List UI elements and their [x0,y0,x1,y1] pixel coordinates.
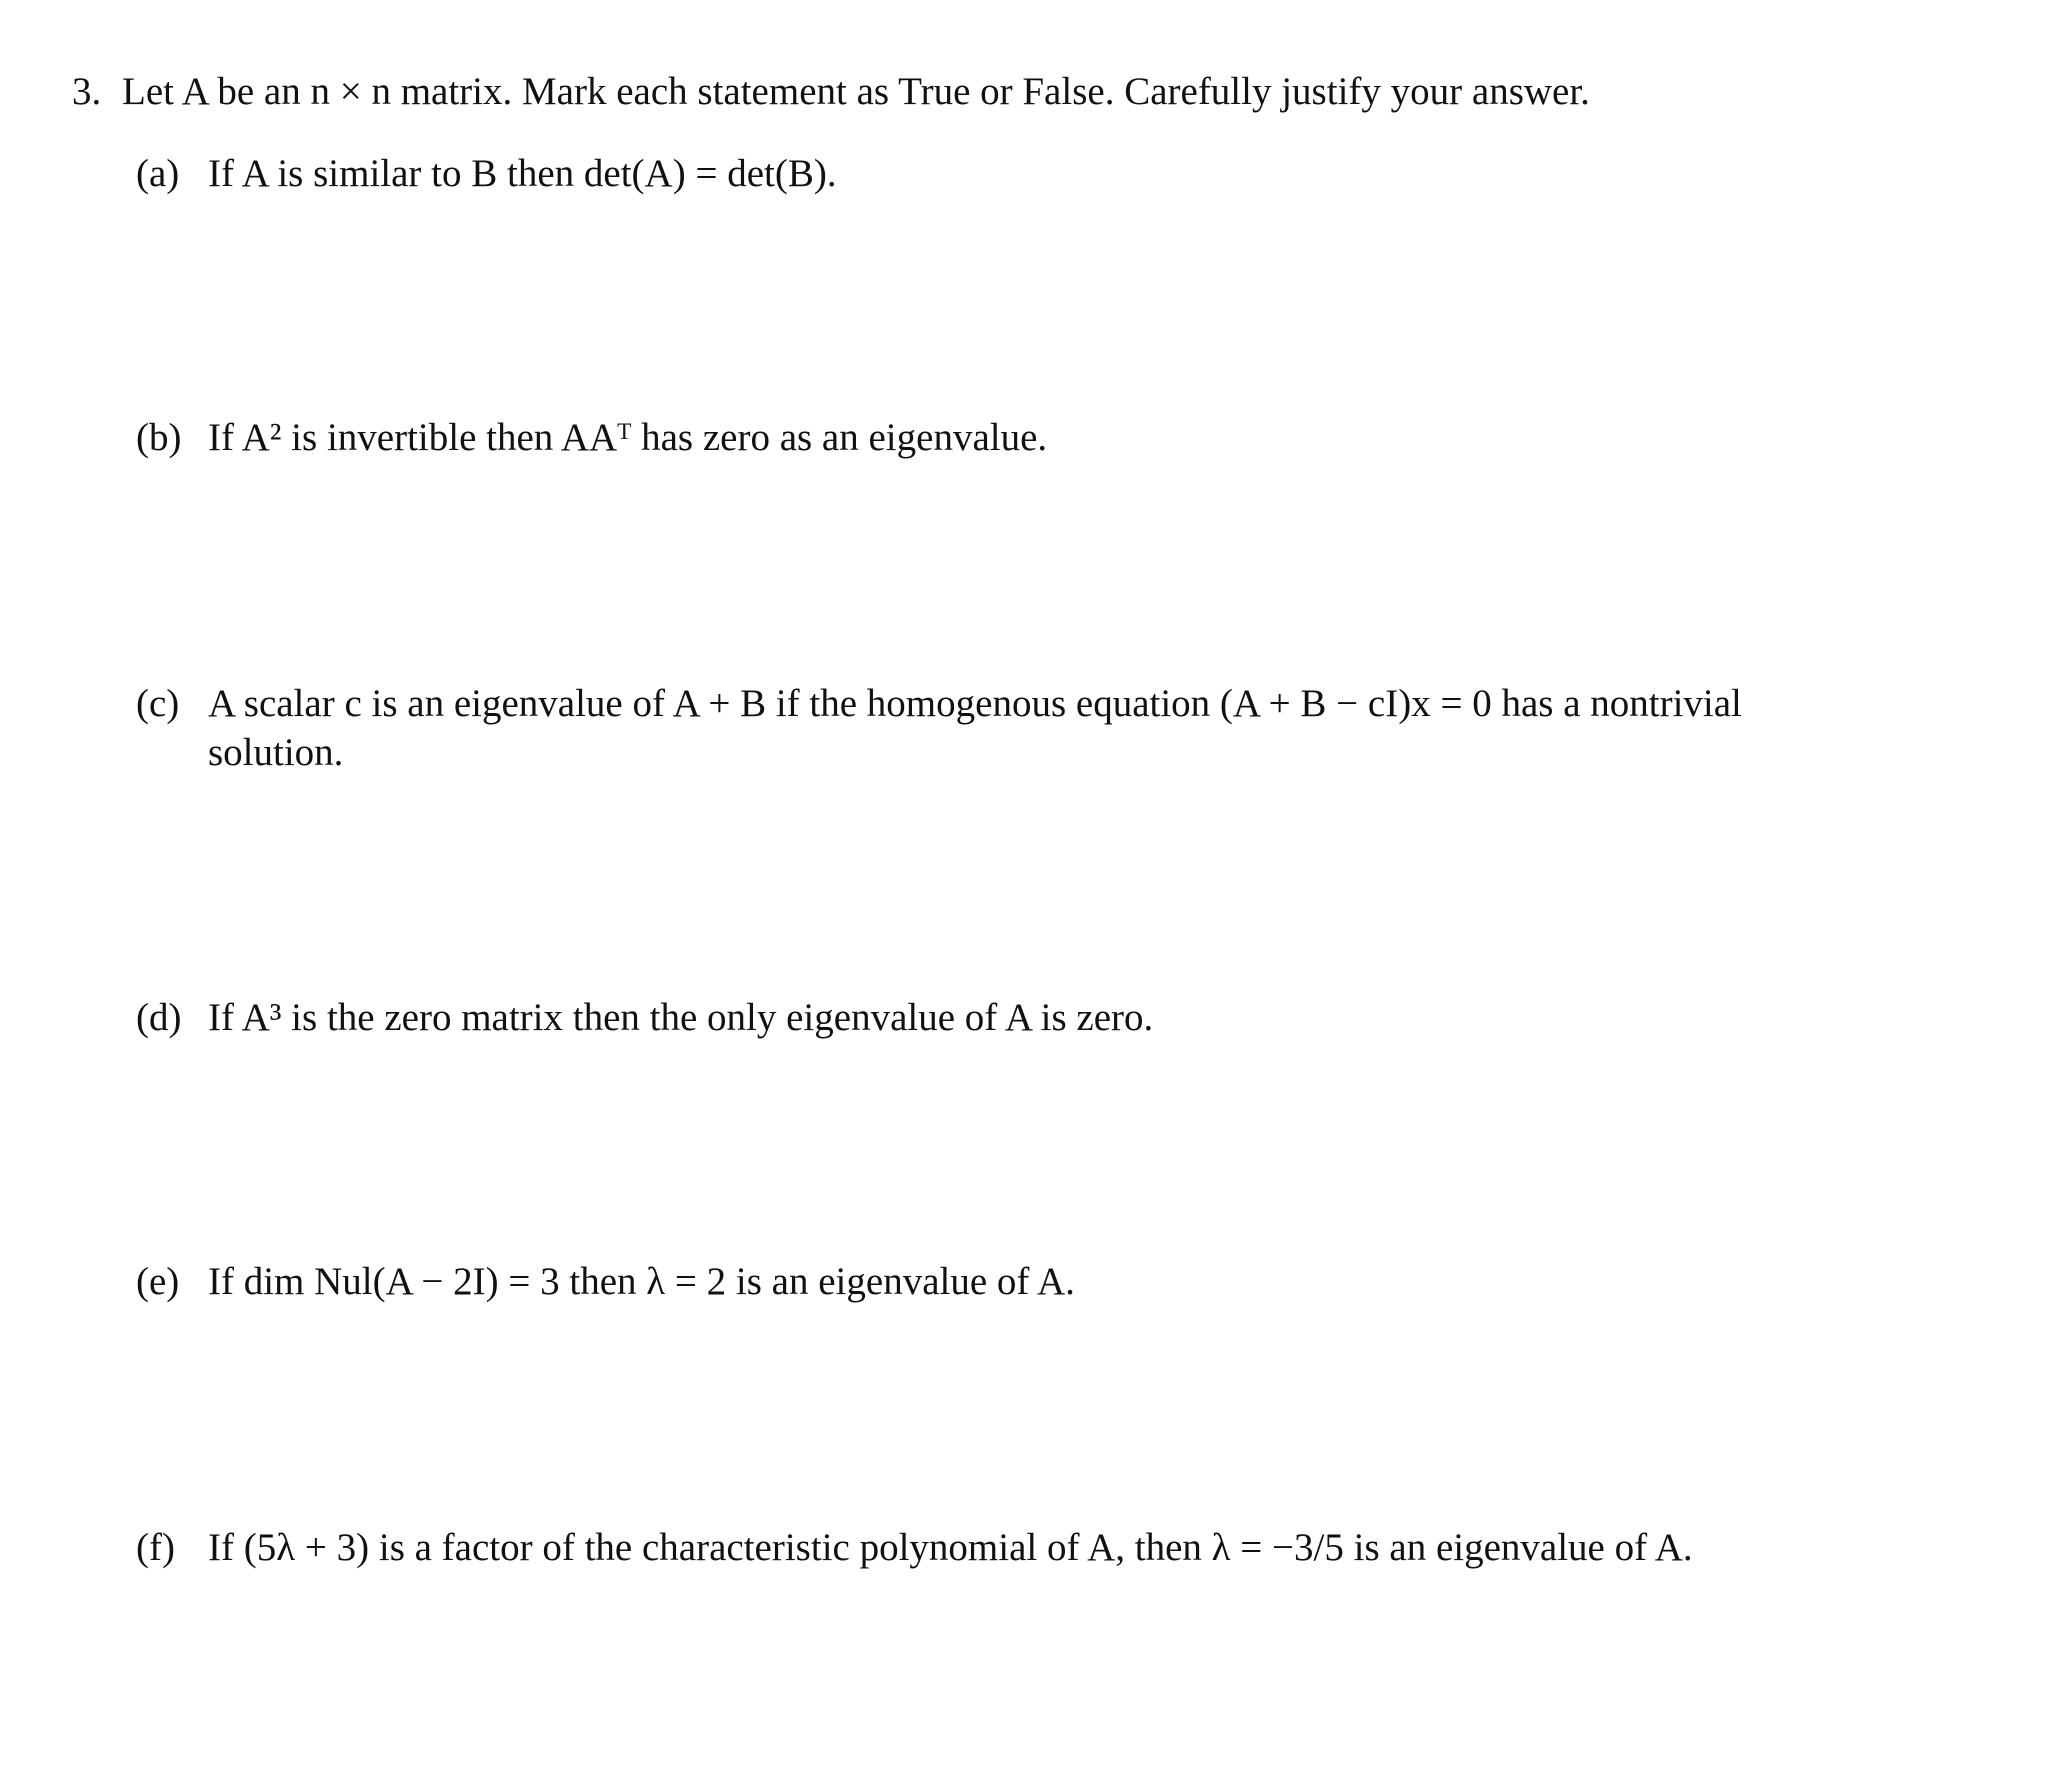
part-f [136,1524,1693,1573]
problem-intro: Let A be an n × n matrix. Mark each statement as True or False. Carefully justify your answer. [122,70,1590,113]
part-a-statement: If A is similar to B then det(A) = det(B). [208,152,837,195]
part-b-statement: If A² is invertible then AAᵀ has zero as an eigenvalue. [208,416,1048,459]
part-c-statement: A scalar c is an eigenvalue of A + B if the homogenous equation (A + B − cI)x = 0 has a nontrivial [208,682,1742,725]
problem-header [72,68,1590,117]
problem-number: 3. [72,70,102,113]
part-a-label: (a) [136,152,180,195]
part-e-statement: If dim Nul(A − 2I) = 3 then λ = 2 is an eigenvalue of A. [208,1260,1075,1303]
part-d-label: (d) [136,996,182,1039]
part-e [136,1258,1075,1307]
part-e-label: (e) [136,1260,180,1303]
part-d-statement: If A³ is the zero matrix then the only eigenvalue of A is zero. [208,996,1154,1039]
part-c [136,680,1742,729]
part-f-label: (f) [136,1526,175,1569]
part-b [136,414,1047,463]
part-b-label: (b) [136,416,182,459]
part-c-continuation: solution. [208,731,344,774]
part-d [136,994,1153,1043]
part-c-label: (c) [136,682,180,725]
part-a [136,150,837,199]
part-f-statement: If (5λ + 3) is a factor of the characteristic polynomial of A, then λ = −3/5 is an eigenvalue of A. [208,1526,1693,1569]
